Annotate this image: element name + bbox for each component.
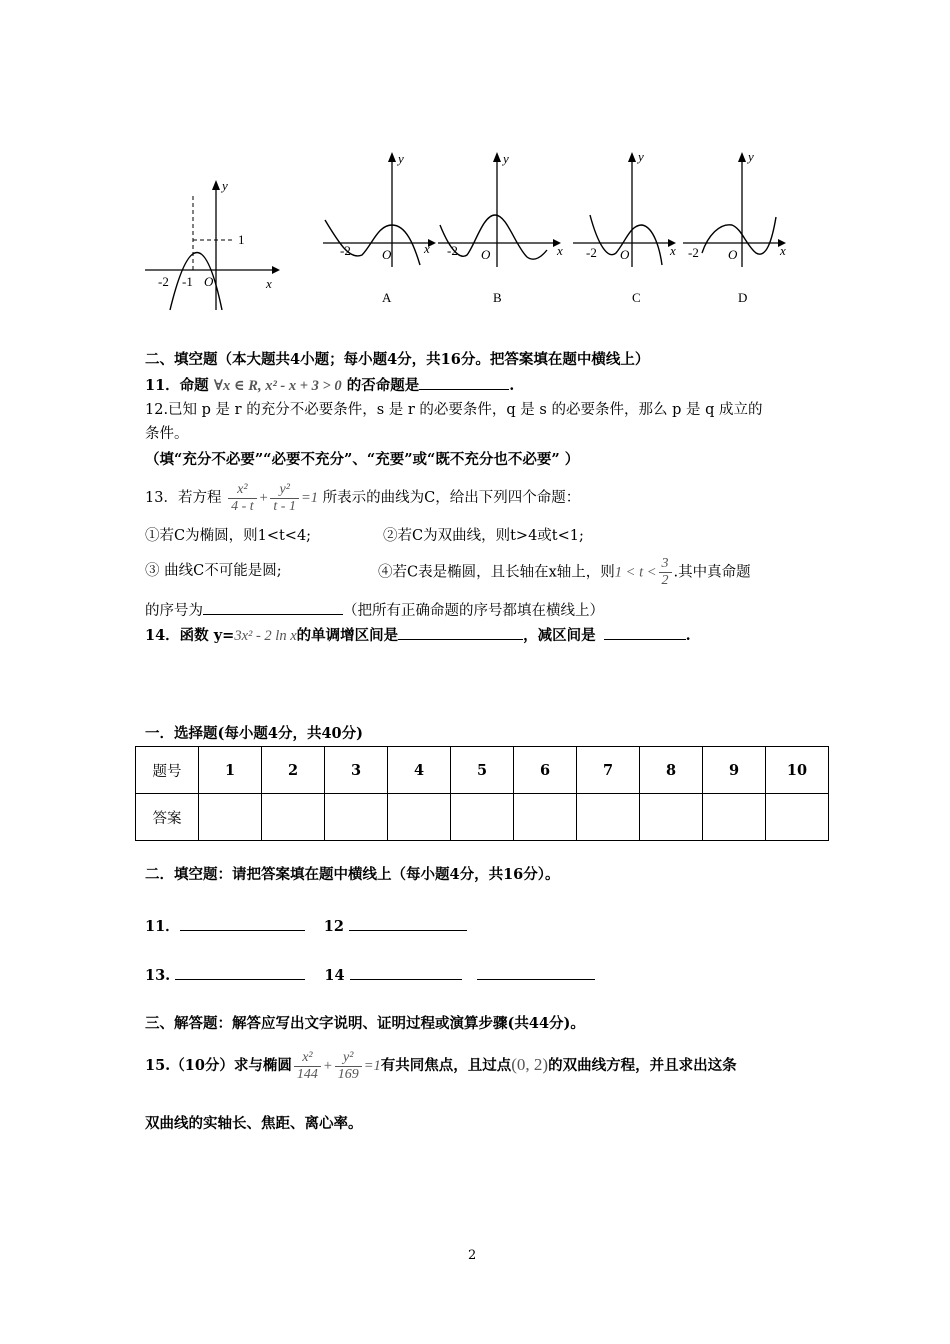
given-derivative-graph (140, 170, 290, 320)
question-number: 8 (640, 747, 703, 794)
fill-row-13-14 (145, 965, 595, 986)
q13-opt4-pre: ④若C表是椭圆，且长轴在x轴上，则 (378, 564, 615, 581)
given-y-label: y (222, 178, 228, 193)
answer-cell[interactable] (577, 794, 640, 841)
option-a-y-label: y (398, 151, 404, 166)
q14-prefix: 14．函数 y= (145, 627, 235, 644)
answer-cell[interactable] (199, 794, 262, 841)
q13-opt1: ①若C为椭圆，则1<t<4; (145, 528, 312, 544)
fill-label-13: 13. (145, 967, 171, 984)
option-a-x-label: x (424, 241, 430, 256)
option-d-origin: O (728, 247, 738, 262)
q15-line2: 双曲线的实轴长、焦距、离心率。 (145, 1115, 363, 1132)
question-number: 3 (325, 747, 388, 794)
q15-prefix: 15.（10分）求与椭圆 (145, 1057, 292, 1074)
q13-tail-pre: 的序号为 (145, 603, 203, 619)
option-d-y-label: y (748, 149, 754, 164)
option-a-graph (320, 145, 440, 270)
fill-blank-14a[interactable] (350, 965, 462, 980)
option-b-origin: O (481, 247, 491, 262)
q14-mid: 的单调增区间是 (296, 627, 399, 644)
option-a-neg2: -2 (340, 243, 351, 258)
question-number: 5 (451, 747, 514, 794)
q15-frac1: $\frac{\text{x²}}{144}$ (294, 1050, 321, 1083)
q14-blank-dec[interactable] (604, 625, 686, 640)
q14-end: . (685, 627, 691, 644)
q14-blank-inc[interactable] (398, 625, 523, 640)
q11-blank[interactable] (419, 375, 509, 390)
question-number: 6 (514, 747, 577, 794)
q14 (145, 625, 691, 646)
option-a-origin: O (382, 247, 392, 262)
fill-label-14: 14 (324, 967, 345, 984)
option-d-neg2: -2 (688, 245, 699, 260)
q13-opt4 (378, 556, 751, 592)
q15-statement (145, 1045, 737, 1093)
answer-cell[interactable] (640, 794, 703, 841)
question-number: 10 (766, 747, 829, 794)
q13-frac2: $\frac{\text{y²}}{t - 1}$ (270, 482, 299, 515)
q14-mid2: ，减区间是 (523, 627, 596, 644)
option-d-letter: D (738, 290, 748, 305)
q13-opt2: ②若C为双曲线，则t>4或t<1; (383, 528, 584, 544)
q15-plus: + (322, 1058, 333, 1074)
q11-math: ∀x ∈ R, x² - x + 3 > 0 (213, 378, 342, 394)
given-tick-neg1: -1 (182, 274, 193, 289)
question-number: 4 (388, 747, 451, 794)
page-number: 2 (468, 1248, 477, 1263)
answer-cell[interactable] (703, 794, 766, 841)
answer-cell[interactable] (262, 794, 325, 841)
answer-section1-heading: 一．选择题(每小题4分，共40分) (145, 725, 363, 742)
option-b-y-label: y (503, 151, 509, 166)
option-b-neg2: -2 (447, 243, 458, 258)
q13-tail-post: （把所有正确命题的序号都填在横线上） (343, 603, 604, 619)
section2-heading: 二、填空题（本大题共4小题；每小题4分，共16分。把答案填在题中横线上） (145, 351, 650, 368)
q11 (145, 375, 514, 396)
fill-row-11-12 (145, 916, 467, 937)
q15-eq: =1 (363, 1058, 381, 1074)
fill-blank-11[interactable] (180, 916, 305, 931)
option-c-letter: C (632, 290, 641, 305)
q13-opt3: ③ 曲线C不可能是圆; (145, 563, 282, 579)
q15-point: (0, 2) (511, 1055, 549, 1074)
option-c-neg2: -2 (586, 245, 597, 260)
q15-frac2: $\frac{\text{y²}}{169}$ (335, 1050, 362, 1083)
q12-line3: （填“充分不必要”“必要不充分”、“充要”或“既不充分也不必要” ） (145, 451, 580, 468)
q15-mid: 有共同焦点，且过点 (380, 1057, 512, 1074)
fill-blank-14b[interactable] (477, 965, 595, 980)
given-tick-neg2: -2 (158, 274, 169, 289)
fill-blank-12[interactable] (349, 916, 467, 931)
q12-line2: 条件。 (145, 426, 189, 442)
fill-blank-13[interactable] (175, 965, 305, 980)
answer-cell[interactable] (388, 794, 451, 841)
option-a-letter: A (382, 290, 392, 305)
fill-section-heading: 二．填空题：请把答案填在题中横线上（每小题4分，共16分）。 (145, 866, 560, 883)
option-c-x-label: x (670, 243, 676, 258)
q14-math: 3x² - 2 ln x (234, 628, 297, 644)
q13-statement (145, 478, 580, 518)
q11-suffix: 的否命题是 (346, 377, 420, 394)
option-b-x-label: x (557, 243, 563, 258)
q13-opt4-post: .其中真命题 (673, 564, 751, 581)
option-d-graph (680, 145, 795, 270)
option-c-y-label: y (638, 149, 644, 164)
q11-prefix: 11．命题 (145, 377, 209, 394)
q13-prefix: 13．若方程 (145, 490, 222, 506)
answer-table-answer-row (136, 794, 829, 841)
q13-tail (145, 600, 604, 621)
given-x-label: x (266, 276, 272, 291)
option-b-letter: B (493, 290, 502, 305)
q13-opt4-math: 1 < t < (614, 564, 657, 581)
q13-opt4-frac: $\frac{3}{2}$ (659, 556, 672, 589)
q13-frac1: $\frac{\text{x²}}{4 - t}$ (228, 482, 257, 515)
fill-label-12: 12 (323, 918, 344, 935)
option-c-graph (570, 145, 685, 270)
fill-label-11: 11． (145, 918, 180, 935)
given-origin: O (204, 274, 214, 289)
answer-cell[interactable] (451, 794, 514, 841)
question-number: 2 (262, 747, 325, 794)
question-number: 7 (577, 747, 640, 794)
q15-suffix: 的双曲线方程，并且求出这条 (548, 1057, 737, 1074)
answer-table (135, 746, 829, 841)
row-header-answer: 答案 (136, 794, 199, 841)
section3-heading: 三、解答题：解答应写出文字说明、证明过程或演算步骤(共44分)。 (145, 1015, 585, 1032)
q13-blank[interactable] (203, 600, 343, 615)
answer-cell[interactable] (766, 794, 829, 841)
q13-suffix: 所表示的曲线为C，给出下列四个命题： (322, 490, 581, 506)
answer-cell[interactable] (325, 794, 388, 841)
q13-eq: =1 (300, 490, 319, 506)
option-d-x-label: x (780, 243, 786, 258)
answer-table-header-row (136, 747, 829, 794)
q11-end: . (509, 377, 515, 394)
q12-line1: 12.已知 p 是 r 的充分不必要条件，s 是 r 的必要条件，q 是 s 的必要条件，那么 p 是 q 成立的 (145, 402, 763, 418)
q13-plus: + (258, 490, 269, 506)
row-header-number: 题号 (136, 747, 199, 794)
given-tick-1: 1 (238, 232, 245, 247)
option-c-origin: O (620, 247, 630, 262)
question-number: 9 (703, 747, 766, 794)
question-number: 1 (199, 747, 262, 794)
answer-cell[interactable] (514, 794, 577, 841)
option-b-graph (435, 145, 575, 270)
